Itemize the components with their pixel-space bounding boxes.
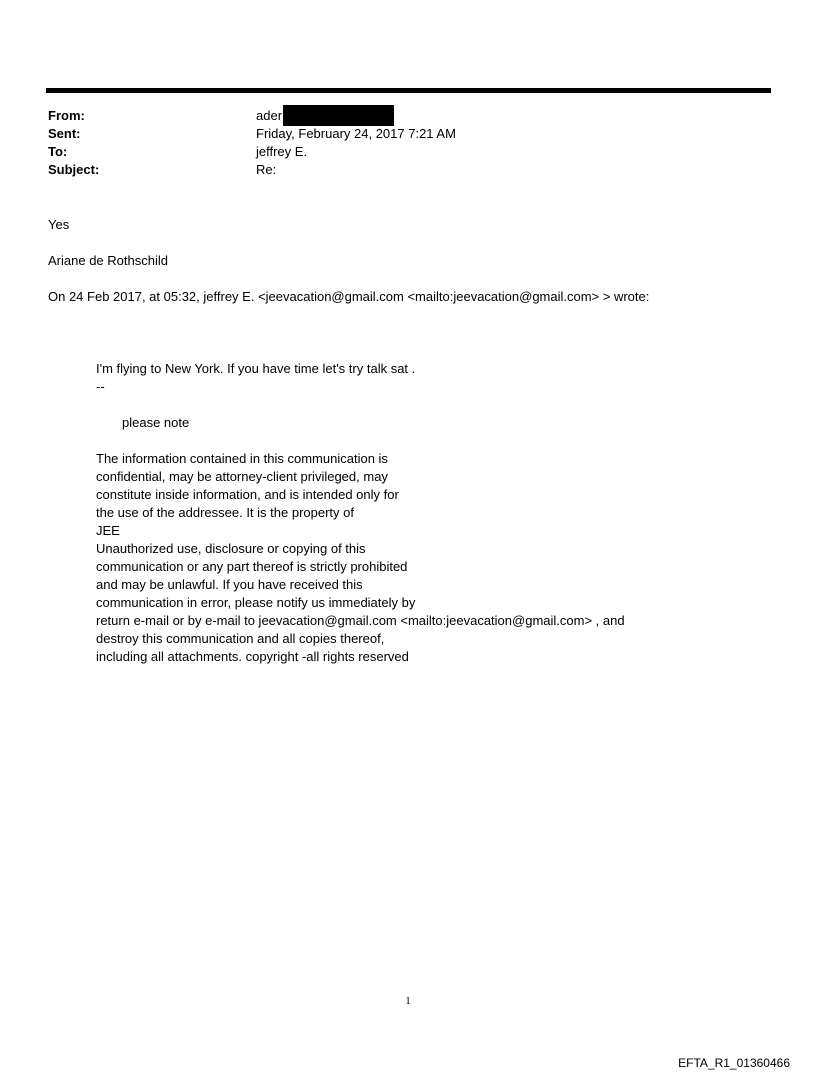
disclaimer-line: communication or any part thereof is strictly prohibited: [96, 559, 408, 574]
to-label: To:: [48, 144, 68, 159]
disclaimer-line: JEE: [96, 523, 120, 538]
page-number: 1: [405, 995, 411, 1007]
redaction-box: [283, 105, 394, 126]
subject-row: [48, 161, 456, 179]
subject-value: Re:: [256, 162, 277, 177]
from-name: ader: [256, 108, 283, 123]
signature-separator: --: [96, 379, 105, 394]
reply-text: Yes: [48, 217, 70, 232]
disclaimer-line: and may be unlawful. If you have received this: [96, 577, 363, 592]
disclaimer-line: confidential, may be attorney-client privileged, may: [96, 469, 388, 484]
from-value: [256, 107, 394, 125]
sent-value: Friday, February 24, 2017 7:21 AM: [256, 126, 456, 141]
header-rule: [46, 88, 771, 93]
disclaimer-line: Unauthorized use, disclosure or copying of this: [96, 541, 366, 556]
quoted-message: I'm flying to New York. If you have time let's try talk sat .: [96, 361, 416, 376]
to-value: jeffrey E.: [256, 144, 308, 159]
disclaimer-note: please note: [122, 415, 190, 430]
subject-label: Subject:: [48, 162, 100, 177]
sent-label: Sent:: [48, 126, 81, 141]
disclaimer-block: [96, 450, 625, 666]
disclaimer-line: including all attachments. copyright -all rights reserved: [96, 649, 409, 664]
disclaimer-line: return e-mail or by e-mail to jeevacation@gmail.com <mailto:jeevacation@gmail.com> , and: [96, 613, 625, 628]
disclaimer-line: the use of the addressee. It is the property of: [96, 505, 354, 520]
from-label: From:: [48, 108, 85, 123]
disclaimer-line: constitute inside information, and is intended only for: [96, 487, 399, 502]
disclaimer-line: destroy this communication and all copies thereof,: [96, 631, 385, 646]
from-row: [48, 107, 456, 125]
signature-text: Ariane de Rothschild: [48, 253, 168, 268]
document-id: EFTA_R1_01360466: [678, 1056, 790, 1070]
attribution-line: On 24 Feb 2017, at 05:32, jeffrey E. <jeevacation@gmail.com <mailto:jeevacation@gmail.com> > wrote:: [48, 289, 650, 304]
to-row: [48, 143, 456, 161]
disclaimer-line: The information contained in this communication is: [96, 451, 388, 466]
sent-row: [48, 125, 456, 143]
disclaimer-line: communication in error, please notify us immediately by: [96, 595, 416, 610]
email-header: [48, 107, 456, 179]
